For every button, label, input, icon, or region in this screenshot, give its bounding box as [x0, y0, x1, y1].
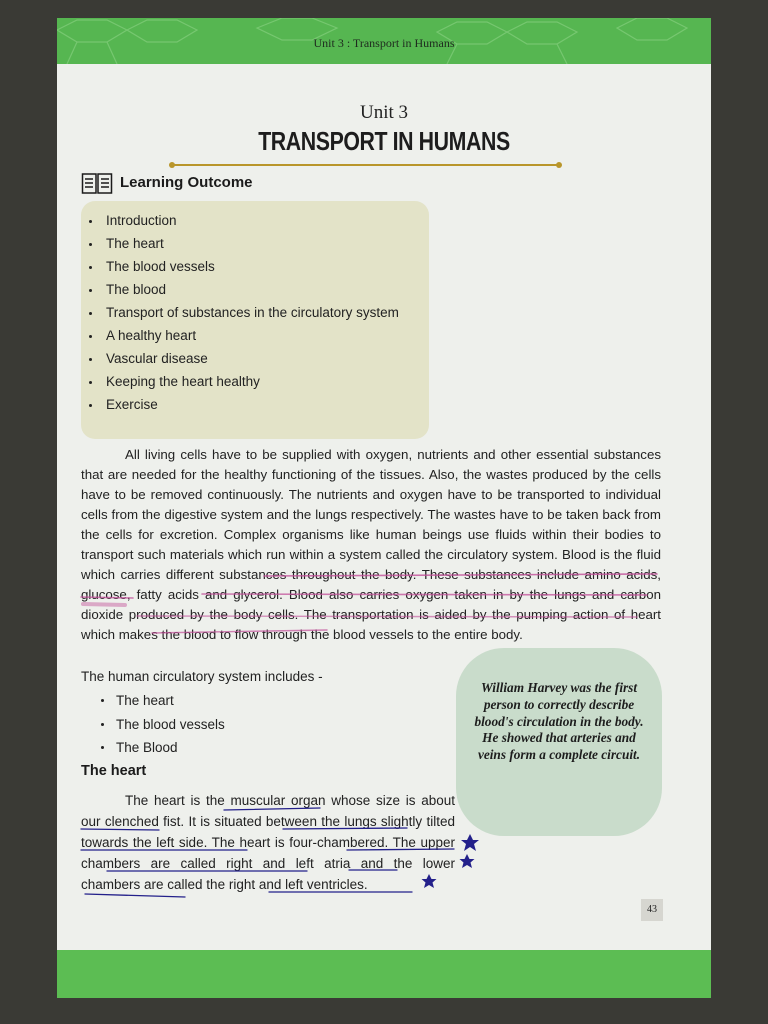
system-item: The heart [101, 692, 225, 716]
learning-outcome-list [89, 212, 399, 419]
learning-outcome-heading: Learning Outcome [120, 174, 253, 191]
system-item: The blood vessels [101, 716, 225, 740]
outcome-item: The blood vessels [89, 258, 399, 281]
outcome-item: Vascular disease [89, 350, 399, 373]
outcome-item: Transport of substances in the circulatory system [89, 304, 399, 327]
side-note-box [456, 648, 662, 836]
textbook-page [57, 18, 711, 998]
title-divider [172, 164, 559, 166]
outcome-item: The blood [89, 281, 399, 304]
page-number: 43 [641, 899, 663, 921]
unit-number: Unit 3 [359, 102, 409, 123]
section-heading-heart: The heart [81, 763, 147, 779]
intro-paragraph: All living cells have to be supplied with oxygen, nutrients and other essential substances that are needed for the healthy functioning of the tissues. Also, the wastes produced by the cells have to be removed continuously. The nutrients and oxygen have to be transported to individual cells from the digestive system and the lungs respectively. The wastes have to be taken back from the cells for excretion. Complex organisms like human beings use fluids within their bodies to transport such materials which run within a system called the circulatory system. Blood is the fluid which carries different substances throughout the body. These substances include amino acids, glucose, fatty acids and glycerol. Blood also carries oxygen taken in by the lungs and carbon dioxide produced by the body cells. The transportation is aided by the pumping action of heart which makes the blood to flow through the blood vessels to the entire body. [81, 447, 661, 642]
circulatory-system-list [101, 692, 225, 763]
outcome-item: A healthy heart [89, 327, 399, 350]
unit-title: TRANSPORT IN HUMANS [258, 126, 510, 156]
outcome-item: Keeping the heart healthy [89, 373, 399, 396]
footer-band [57, 950, 711, 998]
includes-intro: The human circulatory system includes - [81, 669, 323, 684]
heart-paragraph: The heart is the muscular organ whose size is about our clenched fist. It is situated between the lungs slightly tilted towards the left side. The heart is four-chambered. The upper chambers are called right and left atria and the lower chambers are called the right and left ventricles. [81, 793, 455, 892]
header-band [57, 18, 711, 64]
running-header: Unit 3 : Transport in Humans [313, 36, 455, 50]
open-book-icon [81, 172, 113, 196]
outcome-item: Introduction [89, 212, 399, 235]
outcome-item: The heart [89, 235, 399, 258]
system-item: The Blood [101, 739, 225, 763]
outcome-item: Exercise [89, 396, 399, 419]
side-note-text: William Harvey was the first person to correctly describe blood's circulation in the body. He showed that arteries and veins form a complete circuit. [474, 680, 644, 763]
